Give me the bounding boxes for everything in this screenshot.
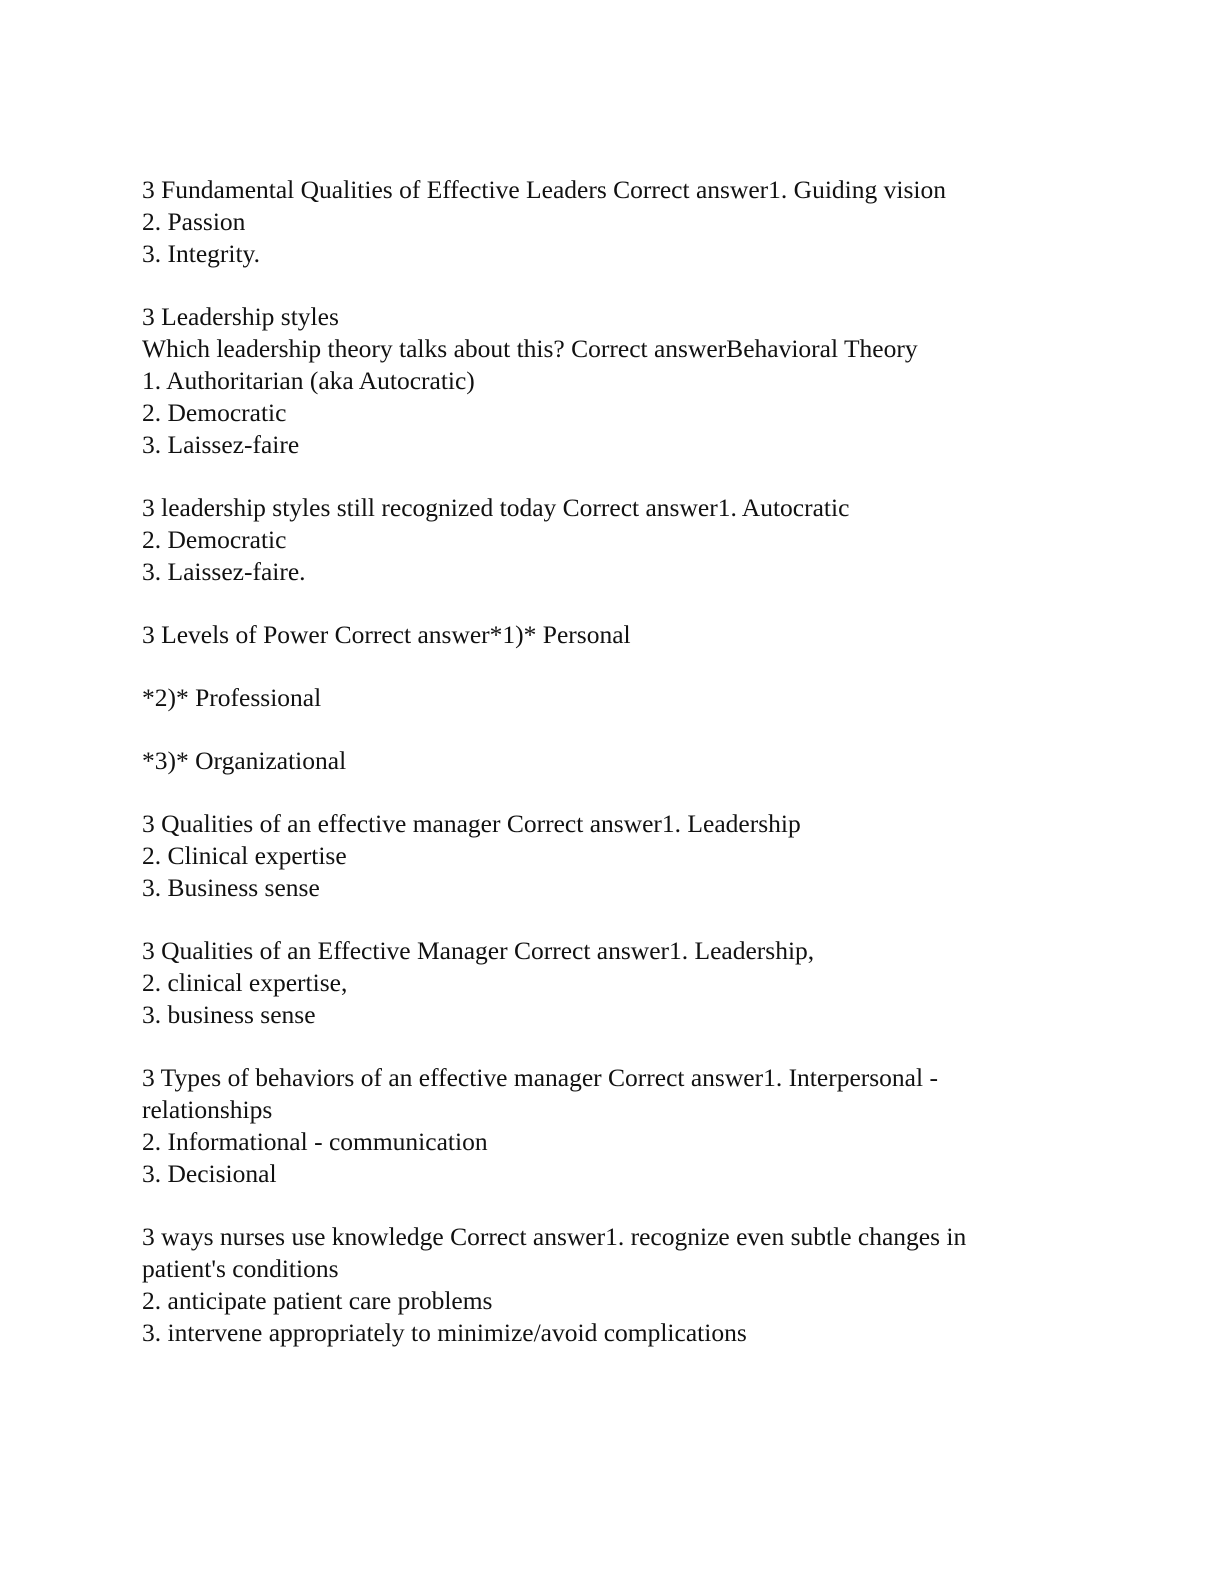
- text-line: patient's conditions: [142, 1254, 339, 1283]
- text-line: 3. Decisional: [142, 1159, 277, 1188]
- text-line: Which leadership theory talks about this? Correct answerBehavioral Theory: [142, 334, 918, 363]
- text-line: 3 Fundamental Qualities of Effective Leaders Correct answer1. Guiding vision: [142, 175, 946, 204]
- power-level-professional: [142, 682, 1062, 714]
- text-line: 3. Integrity.: [142, 239, 261, 268]
- flashcard-manager-qualities-alt: [142, 935, 1062, 1031]
- flashcard-levels-of-power: [142, 619, 1062, 651]
- text-line: 2. anticipate patient care problems: [142, 1286, 493, 1315]
- text-line: 2. Passion: [142, 207, 246, 236]
- text-line: 3 Levels of Power Correct answer*1)* Personal: [142, 620, 631, 649]
- power-level-organizational: [142, 745, 1062, 777]
- flashcard-nurses-knowledge: [142, 1221, 1062, 1349]
- text-line: 1. Authoritarian (aka Autocratic): [142, 366, 475, 395]
- text-line: 3 Qualities of an Effective Manager Correct answer1. Leadership,: [142, 936, 815, 965]
- flashcard-manager-behaviors: [142, 1062, 1062, 1190]
- text-line: 2. Informational - communication: [142, 1127, 488, 1156]
- flashcard-styles-recognized-today: [142, 492, 1062, 588]
- text-line: relationships: [142, 1095, 273, 1124]
- text-line: 3 Leadership styles: [142, 302, 339, 331]
- flashcard-fundamental-qualities: [142, 174, 1062, 270]
- text-line: 3. Laissez-faire: [142, 430, 300, 459]
- text-line: *3)* Organizational: [142, 746, 347, 775]
- document-page: [142, 174, 1062, 1380]
- text-line: 2. Democratic: [142, 525, 287, 554]
- text-line: 3 ways nurses use knowledge Correct answer1. recognize even subtle changes in: [142, 1222, 967, 1251]
- text-line: *2)* Professional: [142, 683, 322, 712]
- flashcard-leadership-styles: [142, 301, 1062, 461]
- text-line: 3 Types of behaviors of an effective manager Correct answer1. Interpersonal -: [142, 1063, 938, 1092]
- text-line: 3 leadership styles still recognized today Correct answer1. Autocratic: [142, 493, 850, 522]
- text-line: 2. clinical expertise,: [142, 968, 348, 997]
- text-line: 3. Business sense: [142, 873, 320, 902]
- text-line: 3 Qualities of an effective manager Correct answer1. Leadership: [142, 809, 801, 838]
- flashcard-manager-qualities: [142, 808, 1062, 904]
- text-line: 3. business sense: [142, 1000, 316, 1029]
- text-line: 2. Clinical expertise: [142, 841, 347, 870]
- text-line: 3. intervene appropriately to minimize/avoid complications: [142, 1318, 747, 1347]
- text-line: 2. Democratic: [142, 398, 287, 427]
- text-line: 3. Laissez-faire.: [142, 557, 306, 586]
